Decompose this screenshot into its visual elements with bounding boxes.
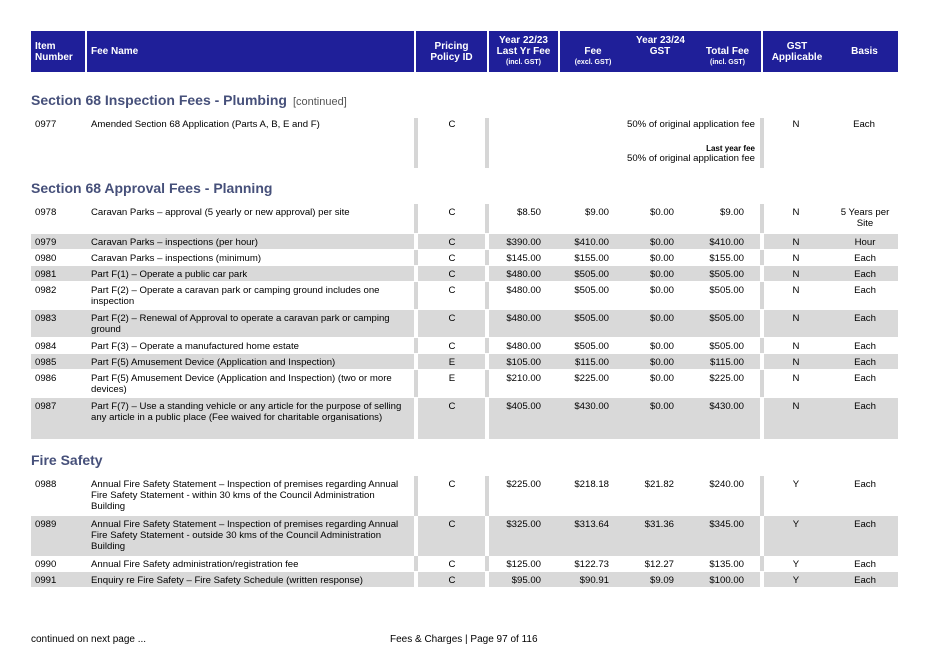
item-number: 0986 bbox=[35, 373, 57, 384]
gst-applicable: N bbox=[792, 401, 800, 412]
last-yr-fee: $145.00 bbox=[506, 253, 541, 264]
pricing-policy: C bbox=[448, 207, 456, 218]
gst-amount: $0.00 bbox=[649, 401, 674, 412]
fee-excl-gst: $122.73 bbox=[574, 559, 609, 570]
pricing-policy: C bbox=[448, 479, 456, 490]
total-fee: $225.00 bbox=[709, 373, 744, 384]
basis: Each bbox=[854, 253, 876, 264]
pricing-policy: C bbox=[448, 519, 456, 530]
fee-excl-gst: $115.00 bbox=[575, 357, 609, 368]
table-row bbox=[31, 476, 898, 516]
fee-text: 50% of original application fee bbox=[626, 119, 755, 130]
gst-applicable: Y bbox=[792, 575, 800, 586]
total-fee: $240.00 bbox=[709, 479, 744, 490]
table-row bbox=[31, 116, 898, 168]
item-number: 0988 bbox=[35, 479, 57, 490]
basis: Each bbox=[854, 519, 876, 530]
total-fee: $345.00 bbox=[709, 519, 744, 530]
item-number: 0987 bbox=[35, 401, 57, 412]
table-row bbox=[31, 398, 898, 439]
gst-applicable: Y bbox=[792, 519, 800, 530]
item-number: 0984 bbox=[35, 341, 57, 352]
item-number: 0985 bbox=[35, 357, 57, 368]
item-number: 0977 bbox=[35, 119, 57, 130]
gst-applicable: N bbox=[792, 119, 800, 130]
table-row bbox=[31, 516, 898, 556]
gst-applicable: N bbox=[792, 285, 800, 296]
fee-excl-gst: $410.00 bbox=[574, 237, 609, 248]
fee-name: Caravan Parks – inspections (per hour) bbox=[91, 237, 258, 248]
last-yr-fee: $225.00 bbox=[506, 479, 541, 490]
gst-amount: $0.00 bbox=[649, 313, 674, 324]
fee-excl-gst: $505.00 bbox=[574, 269, 609, 280]
basis: Each bbox=[854, 341, 876, 352]
gst-amount: $0.00 bbox=[649, 269, 674, 280]
pricing-policy: C bbox=[448, 237, 456, 248]
gst-applicable: Y bbox=[792, 479, 800, 490]
table-row bbox=[31, 282, 898, 309]
basis: Each bbox=[854, 357, 876, 368]
basis: Each bbox=[854, 575, 876, 586]
last-yr-fee: $105.00 bbox=[506, 357, 541, 368]
last-yr-fee: $480.00 bbox=[506, 285, 541, 296]
table-row bbox=[31, 204, 898, 233]
basis: Each bbox=[854, 401, 876, 412]
basis: Each bbox=[854, 373, 876, 384]
header-fee-name: Fee Name bbox=[87, 31, 414, 72]
fee-name: Part F(5) Amusement Device (Application and Inspection) bbox=[91, 357, 336, 368]
last-yr-fee: $8.50 bbox=[516, 207, 541, 218]
fee-excl-gst: $155.00 bbox=[574, 253, 609, 264]
pricing-policy: C bbox=[448, 119, 456, 130]
table-row bbox=[31, 354, 898, 369]
gst-applicable: N bbox=[792, 253, 800, 264]
table-row bbox=[31, 250, 898, 265]
pricing-policy: C bbox=[448, 269, 456, 280]
gst-applicable: Y bbox=[792, 559, 800, 570]
gst-amount: $0.00 bbox=[649, 341, 674, 352]
fee-excl-gst: $9.00 bbox=[584, 207, 609, 218]
basis: Each bbox=[854, 285, 876, 296]
item-number: 0978 bbox=[35, 207, 57, 218]
continued-note: continued on next page ... bbox=[31, 634, 147, 645]
fee-excl-gst: $505.00 bbox=[574, 313, 609, 324]
fee-name: Annual Fire Safety Statement – Inspection of premises regarding Annual Fire Safety Statement - outside 30 kms of the Council Administration Building bbox=[91, 519, 399, 552]
header-basis: Basis bbox=[831, 31, 898, 72]
fee-name: Annual Fire Safety Statement – Inspection of premises regarding Annual Fire Safety Statement - within 30 kms of the Council Administration Building bbox=[91, 479, 399, 512]
section-title-plumbing: Section 68 Inspection Fees - Plumbing [continued] bbox=[31, 92, 347, 108]
gst-amount: $0.00 bbox=[649, 357, 674, 368]
gst-applicable: N bbox=[792, 341, 800, 352]
total-fee: $505.00 bbox=[709, 269, 744, 280]
fee-name: Part F(1) – Operate a public car park bbox=[91, 269, 248, 280]
fee-excl-gst: $505.00 bbox=[574, 341, 609, 352]
header-year2324: Year 23/24 Fee (excl. GST) GST Total Fee (incl. GST) bbox=[560, 31, 761, 72]
last-year-text: 50% of original application fee bbox=[626, 153, 755, 164]
fee-excl-gst: $430.00 bbox=[574, 401, 609, 412]
basis: Each bbox=[854, 479, 876, 490]
fee-name: Part F(5) Amusement Device (Application and Inspection) (two or more devices) bbox=[91, 373, 392, 395]
last-yr-fee: $480.00 bbox=[506, 341, 541, 352]
basis: 5 Years per Site bbox=[840, 207, 890, 229]
basis: Each bbox=[853, 119, 875, 130]
gst-applicable: N bbox=[792, 269, 800, 280]
table-row bbox=[31, 266, 898, 281]
last-year-label: Last year fee bbox=[706, 144, 755, 153]
header-gst-applicable: GST Applicable bbox=[763, 31, 831, 72]
item-number: 0989 bbox=[35, 519, 57, 530]
total-fee: $505.00 bbox=[709, 313, 744, 324]
table-row bbox=[31, 572, 898, 587]
fee-name: Part F(2) – Renewal of Approval to operate a caravan park or camping ground bbox=[91, 313, 390, 335]
fee-name: Annual Fire Safety administration/registration fee bbox=[91, 559, 299, 570]
page-number: Fees & Charges | Page 97 of 116 bbox=[390, 634, 538, 645]
last-yr-fee: $125.00 bbox=[506, 559, 541, 570]
last-yr-fee: $325.00 bbox=[506, 519, 541, 530]
section-title-planning: Section 68 Approval Fees - Planning bbox=[31, 180, 273, 196]
pricing-policy: C bbox=[448, 575, 456, 586]
fee-name: Caravan Parks – inspections (minimum) bbox=[91, 253, 262, 264]
gst-applicable: N bbox=[792, 357, 800, 368]
total-fee: $410.00 bbox=[709, 237, 744, 248]
fee-name: Enquiry re Fire Safety – Fire Safety Schedule (written response) bbox=[91, 575, 363, 586]
fee-name: Part F(7) – Use a standing vehicle or any article for the purpose of selling any article in a public place (Fee waived for charitable organisations) bbox=[91, 401, 402, 423]
total-fee: $135.00 bbox=[709, 559, 744, 570]
item-number: 0991 bbox=[35, 575, 57, 586]
total-fee: $9.00 bbox=[719, 207, 744, 218]
total-fee: $505.00 bbox=[709, 341, 744, 352]
item-number: 0981 bbox=[35, 269, 57, 280]
header-pricing-policy: Pricing Policy ID bbox=[416, 31, 487, 72]
gst-amount: $0.00 bbox=[649, 207, 674, 218]
pricing-policy: C bbox=[448, 285, 456, 296]
basis: Each bbox=[854, 559, 876, 570]
section-title-fire-safety: Fire Safety bbox=[31, 452, 103, 468]
table-row bbox=[31, 234, 898, 249]
last-yr-fee: $480.00 bbox=[506, 313, 541, 324]
fee-name: Caravan Parks – approval (5 yearly or new approval) per site bbox=[91, 207, 350, 218]
table-row bbox=[31, 338, 898, 353]
last-yr-fee: $95.00 bbox=[511, 575, 541, 586]
item-number: 0990 bbox=[35, 559, 57, 570]
fee-name: Part F(2) – Operate a caravan park or camping ground includes one inspection bbox=[91, 285, 380, 307]
last-yr-fee: $405.00 bbox=[506, 401, 541, 412]
pricing-policy: C bbox=[448, 341, 456, 352]
item-number: 0979 bbox=[35, 237, 57, 248]
table-row bbox=[31, 556, 898, 571]
gst-applicable: N bbox=[792, 207, 800, 218]
continued-label: [continued] bbox=[292, 96, 347, 108]
pricing-policy: C bbox=[448, 401, 456, 412]
fee-excl-gst: $505.00 bbox=[574, 285, 609, 296]
gst-applicable: N bbox=[792, 237, 800, 248]
gst-amount: $0.00 bbox=[649, 237, 674, 248]
gst-applicable: N bbox=[792, 313, 800, 324]
basis: Each bbox=[854, 269, 876, 280]
gst-amount: $12.27 bbox=[644, 559, 674, 570]
last-yr-fee: $480.00 bbox=[506, 269, 541, 280]
gst-amount: $31.36 bbox=[644, 519, 674, 530]
last-yr-fee: $210.00 bbox=[506, 373, 541, 384]
pricing-policy: C bbox=[448, 313, 456, 324]
fee-name: Amended Section 68 Application (Parts A, B, E and F) bbox=[91, 119, 320, 130]
fee-excl-gst: $313.64 bbox=[574, 519, 609, 530]
gst-amount: $9.09 bbox=[649, 575, 674, 586]
table-row bbox=[31, 310, 898, 337]
last-yr-fee: $390.00 bbox=[506, 237, 541, 248]
header-last-yr-fee: Year 22/23 Last Yr Fee (incl. GST) bbox=[489, 31, 558, 72]
pricing-policy: C bbox=[448, 559, 456, 570]
gst-applicable: N bbox=[792, 373, 800, 384]
fee-name: Part F(3) – Operate a manufactured home estate bbox=[91, 341, 299, 352]
gst-amount: $0.00 bbox=[649, 373, 674, 384]
fee-excl-gst: $90.91 bbox=[579, 575, 609, 586]
item-number: 0980 bbox=[35, 253, 57, 264]
item-number: 0983 bbox=[35, 313, 57, 324]
total-fee: $155.00 bbox=[709, 253, 744, 264]
total-fee: $100.00 bbox=[709, 575, 744, 586]
item-number: 0982 bbox=[35, 285, 57, 296]
gst-amount: $0.00 bbox=[649, 285, 674, 296]
pricing-policy: E bbox=[448, 373, 456, 384]
total-fee: $430.00 bbox=[709, 401, 744, 412]
table-row bbox=[31, 370, 898, 397]
pricing-policy: E bbox=[448, 357, 456, 368]
fee-excl-gst: $218.18 bbox=[574, 479, 609, 490]
pricing-policy: C bbox=[448, 253, 456, 264]
total-fee: $115.00 bbox=[710, 357, 744, 368]
basis: Each bbox=[854, 313, 876, 324]
gst-amount: $21.82 bbox=[644, 479, 674, 490]
total-fee: $505.00 bbox=[709, 285, 744, 296]
basis: Hour bbox=[854, 237, 876, 248]
header-item-number: Item Number bbox=[31, 31, 85, 72]
fee-excl-gst: $225.00 bbox=[574, 373, 609, 384]
gst-amount: $0.00 bbox=[649, 253, 674, 264]
